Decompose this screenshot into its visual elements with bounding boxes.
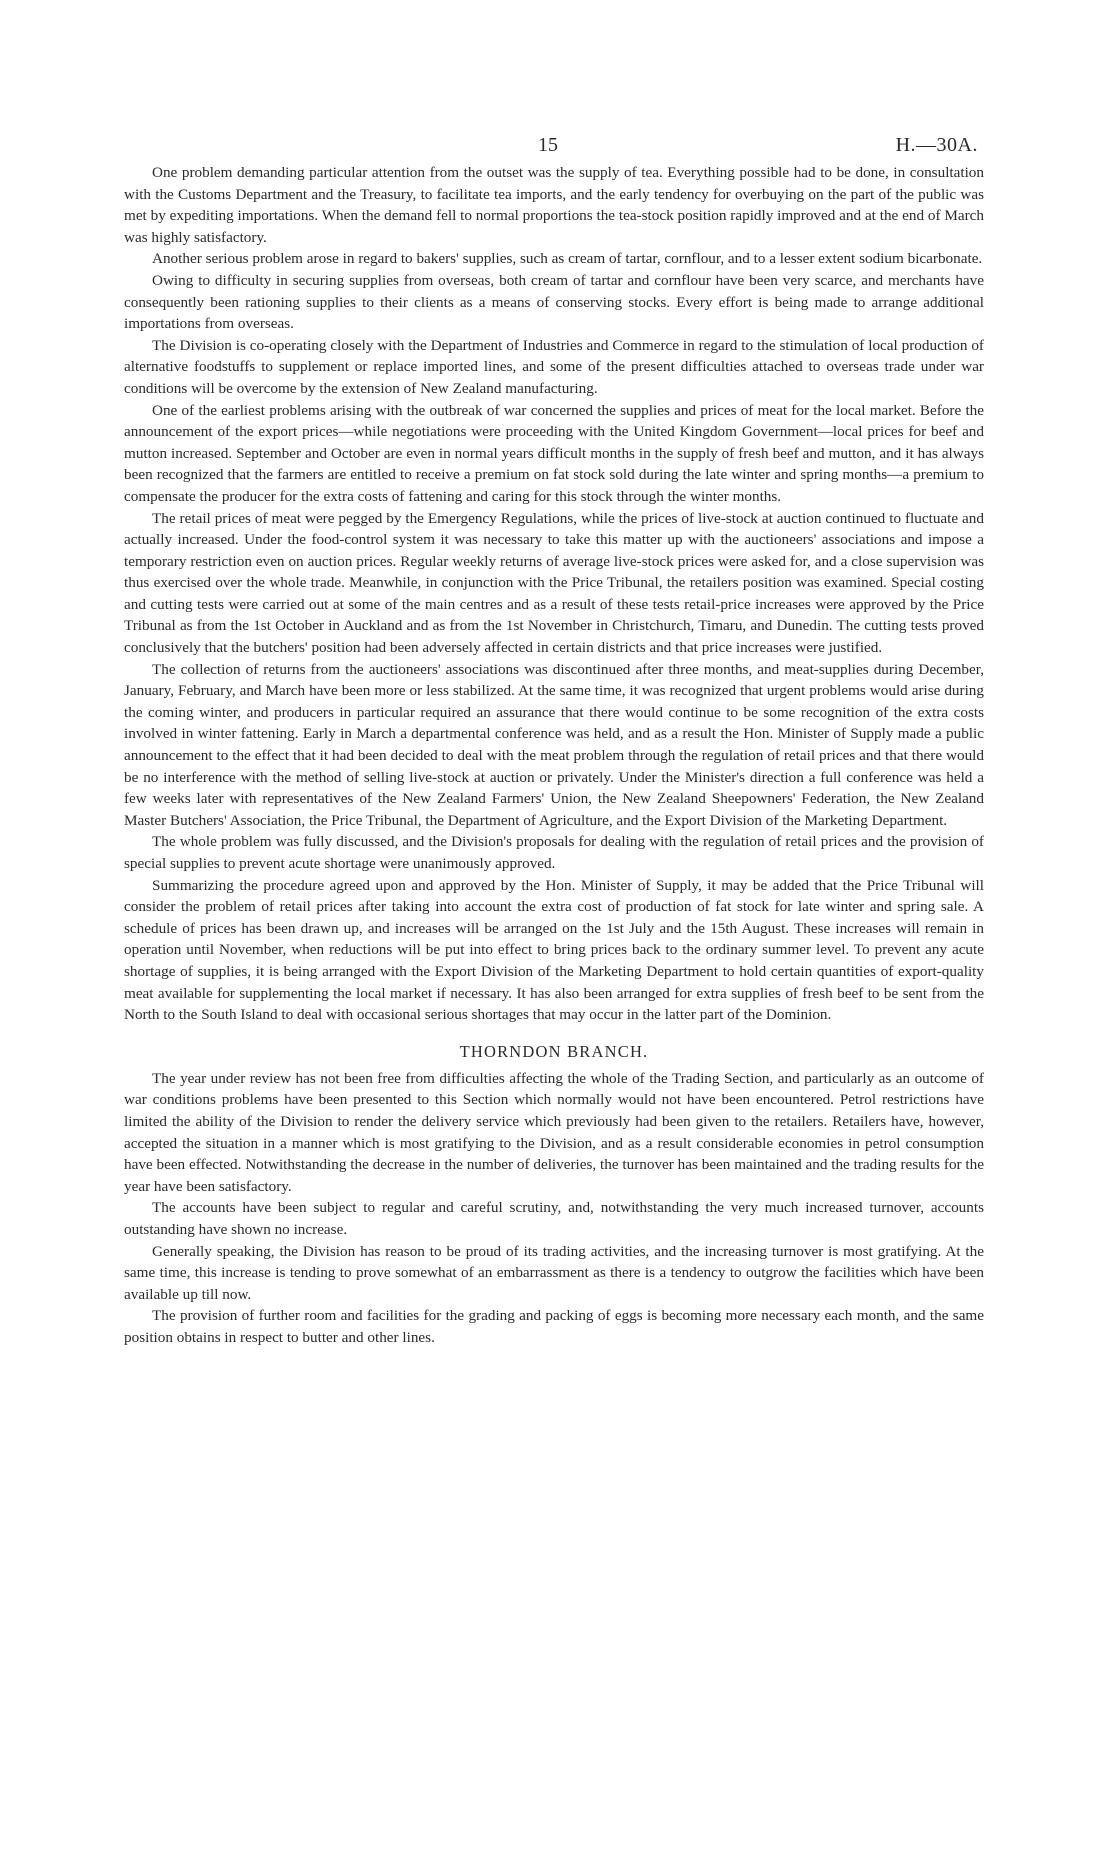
body-section-supplies	[124, 162, 984, 1026]
paragraph-eggs-facilities: The provision of further room and facilities for the grading and packing of eggs is becoming more necessary each month, and the same position obtains in respect to butter and other lines.	[124, 1307, 984, 1346]
paragraph-accounts: The accounts have been subject to regular and careful scrutiny, and, notwithstanding the very much increased turnover, accounts outstanding have shown no increase.	[124, 1199, 984, 1238]
paragraph-tea-supply: One problem demanding particular attention from the outset was the supply of tea. Everything possible had to be done, in consultation with the Customs Department and the Treasury, to facilitate tea imports, and the early tendency for overbuying on the part of the public was met by expediting importations. When the demand fell to normal proportions the tea-stock position rapidly improved and at the end of March was highly satisfactory.	[124, 164, 984, 246]
paragraph-local-production: The Division is co-operating closely with the Department of Industries and Commerce in regard to the stimulation of local production of alternative foodstuffs to supplement or replace imported lines, and some of the present difficulties attached to overseas trade under war conditions will be overcome by the extension of New Zealand manufacturing.	[124, 336, 984, 397]
paragraph-trading-activities: Generally speaking, the Division has reason to be proud of its trading activities, and the increasing turnover is most gratifying. At the same time, this increase is tending to prove somewhat of an embarrassment as there is a tendency to outgrow the facilities which have been available up till now.	[124, 1242, 984, 1303]
body-section-thorndon	[124, 1068, 984, 1349]
paragraph-summary-procedure: Summarizing the procedure agreed upon and approved by the Hon. Minister of Supply, it may be added that the Price Tribunal will consider the problem of retail prices after taking into account the extra cost of production of fat stock for late winter and spring sale. A schedule of prices has been drawn up, and increases will be arranged on the 1st July and the 15th August. These increases will remain in operation until November, when reductions will be put into effect to bring prices back to the ordinary summer level. To prevent any acute shortage of supplies, it is being arranged with the Export Division of the Marketing Department to hold certain quantities of export-quality meat available for supplementing the local market if necessary. It has also been arranged for extra supplies of fresh beef to be sent from the North to the South Island to deal with occasional serious shortages that may occur in the latter part of the Dominion.	[124, 876, 984, 1024]
page-header	[124, 128, 984, 162]
document-reference: H.—30A.	[895, 134, 978, 156]
paragraph-auctioneers-returns: The collection of returns from the auctioneers' associations was discontinued after three months, and meat-supplies during December, January, February, and March have been more or less stabilized. At the same time, it was recognized that urgent problems would arise during the coming winter, and producers in particular required an assurance that there would continue to be some recognition of the extra costs involved in winter fattening. Early in March a departmental conference was held, and as a result the Hon. Minister of Supply made a public announcement to the effect that it had been decided to deal with the meat problem through the regulation of retail prices and that there would be no interference with the method of selling live-stock at auction or privately. Under the Minister's direction a full conference was held a few weeks later with representatives of the New Zealand Farmers' Union, the New Zealand Sheepowners' Federation, the New Zealand Master Butchers' Association, the Price Tribunal, the Department of Agriculture, and the Export Division of the Marketing Department.	[124, 660, 984, 829]
section-heading-thorndon-branch: THORNDON BRANCH.	[459, 1041, 649, 1061]
paragraph-retail-meat-prices: The retail prices of meat were pegged by the Emergency Regulations, while the prices of live-stock at auction continued to fluctuate and actually increased. Under the food-control system it was necessary to take this matter up with the auctioneers' associations and impose a temporary restriction even on auction prices. Regular weekly returns of average live-stock prices were asked for, and a close supervision was thus exercised over the whole trade. Meanwhile, in conjunction with the Price Tribunal, the retailers position was examined. Special costing and cutting tests were carried out at some of the main centres and as a result of these tests retail-price increases were approved by the Price Tribunal as from the 1st October in Auckland and as from the 1st November in Christchurch, Timaru, and Dunedin. The cutting tests proved conclusively that the butchers' position had been adversely affected in certain districts and that price increases were justified.	[124, 509, 984, 657]
paragraph-year-review: The year under review has not been free from difficulties affecting the whole of the Trading Section, and particularly as an outcome of war conditions problems have been presented to this Section which normally would not have been encountered. Petrol restrictions have limited the ability of the Division to render the delivery service which previously had been given to the retailers. Retailers have, however, accepted the situation in a manner which is most gratifying to the Division, and as a result considerable economies in petrol consumption have been effected. Notwithstanding the decrease in the number of deliveries, the turnover has been maintained and the trading results for the year have been satisfactory.	[124, 1069, 984, 1195]
page-number: 15	[538, 134, 558, 156]
document-page	[124, 128, 984, 1348]
paragraph-cream-of-tartar: Owing to difficulty in securing supplies from overseas, both cream of tartar and cornflour have been very scarce, and merchants have consequently been rationing supplies to their clients as a means of conserving stocks. Every effort is being made to arrange additional importations from overseas.	[124, 271, 984, 333]
paragraph-problem-discussed: The whole problem was fully discussed, and the Division's proposals for dealing with the regulation of retail prices and the provision of special supplies to prevent acute shortage were unanimously approved.	[124, 833, 984, 872]
paragraph-meat-supplies: One of the earliest problems arising with the outbreak of war concerned the supplies and prices of meat for the local market. Before the announcement of the export prices—while negotiations were proceeding with the United Kingdom Government—local prices for beef and mutton increased. September and October are even in normal years difficult months in the supply of fresh beef and mutton, and it has always been recognized that the farmers are entitled to receive a premium on fat stock sold during the late winter and spring months—a premium to compensate the producer for the extra costs of fattening and caring for this stock through the winter months.	[124, 401, 984, 505]
paragraph-bakers-supplies: Another serious problem arose in regard to bakers' supplies, such as cream of tartar, cornflour, and to a lesser extent sodium bicarbonate.	[152, 250, 983, 268]
